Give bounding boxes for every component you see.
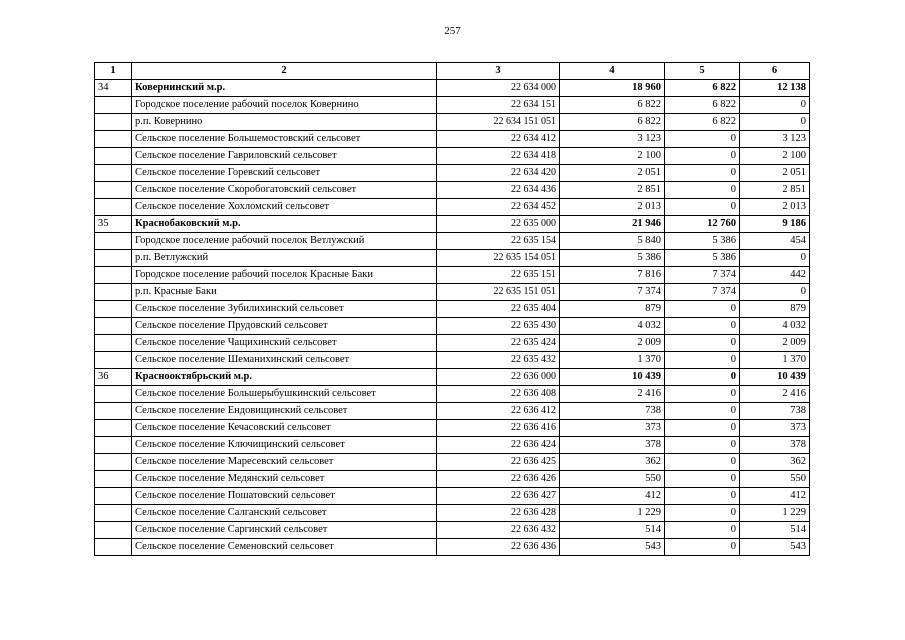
- table-row: [95, 352, 810, 369]
- cell-col5: 7 374: [665, 267, 740, 284]
- table-row: [95, 539, 810, 556]
- cell-col5: 0: [665, 488, 740, 505]
- cell-code: 22 636 432: [437, 522, 560, 539]
- cell-number: 34: [95, 80, 132, 97]
- cell-name: Сельское поселение Ключищинский сельсовет: [132, 437, 437, 454]
- cell-number: [95, 114, 132, 131]
- cell-name: Сельское поселение Кечасовский сельсовет: [132, 420, 437, 437]
- cell-col6: 378: [740, 437, 810, 454]
- cell-number: [95, 505, 132, 522]
- cell-col6: 362: [740, 454, 810, 471]
- table-row: [95, 250, 810, 267]
- cell-code: 22 636 412: [437, 403, 560, 420]
- cell-col4: 2 051: [560, 165, 665, 182]
- header-row: [95, 63, 810, 80]
- cell-number: [95, 403, 132, 420]
- cell-col4: 373: [560, 420, 665, 437]
- cell-name: Городское поселение рабочий поселок Красные Баки: [132, 267, 437, 284]
- column-header-4: 4: [560, 63, 665, 80]
- cell-col4: 6 822: [560, 114, 665, 131]
- cell-col4: 7 816: [560, 267, 665, 284]
- cell-name: Сельское поселение Большерыбушкинский сельсовет: [132, 386, 437, 403]
- cell-col4: 362: [560, 454, 665, 471]
- table-row: [95, 454, 810, 471]
- cell-code: 22 635 151: [437, 267, 560, 284]
- cell-col6: 12 138: [740, 80, 810, 97]
- cell-col6: 0: [740, 250, 810, 267]
- cell-code: 22 636 416: [437, 420, 560, 437]
- table-row: [95, 505, 810, 522]
- cell-name: р.п. Ковернино: [132, 114, 437, 131]
- cell-col5: 0: [665, 182, 740, 199]
- cell-col6: 2 013: [740, 199, 810, 216]
- cell-code: 22 634 412: [437, 131, 560, 148]
- cell-code: 22 635 151 051: [437, 284, 560, 301]
- cell-number: [95, 454, 132, 471]
- cell-name: р.п. Ветлужский: [132, 250, 437, 267]
- cell-code: 22 634 452: [437, 199, 560, 216]
- cell-col5: 6 822: [665, 80, 740, 97]
- cell-col5: 0: [665, 131, 740, 148]
- cell-code: 22 634 151 051: [437, 114, 560, 131]
- cell-number: [95, 182, 132, 199]
- cell-code: 22 636 408: [437, 386, 560, 403]
- cell-number: [95, 386, 132, 403]
- column-header-6: 6: [740, 63, 810, 80]
- column-header-1: 1: [95, 63, 132, 80]
- table-row: [95, 488, 810, 505]
- cell-col4: 18 960: [560, 80, 665, 97]
- cell-code: 22 636 424: [437, 437, 560, 454]
- table-row: [95, 233, 810, 250]
- cell-col6: 3 123: [740, 131, 810, 148]
- cell-col6: 2 851: [740, 182, 810, 199]
- cell-col4: 514: [560, 522, 665, 539]
- cell-number: [95, 318, 132, 335]
- cell-code: 22 636 000: [437, 369, 560, 386]
- cell-name: Ковернинский м.р.: [132, 80, 437, 97]
- cell-col4: 2 416: [560, 386, 665, 403]
- cell-col5: 5 386: [665, 233, 740, 250]
- cell-col5: 5 386: [665, 250, 740, 267]
- cell-number: [95, 284, 132, 301]
- cell-code: 22 635 154: [437, 233, 560, 250]
- cell-col4: 1 229: [560, 505, 665, 522]
- cell-col4: 378: [560, 437, 665, 454]
- cell-col6: 879: [740, 301, 810, 318]
- cell-col4: 2 100: [560, 148, 665, 165]
- cell-col6: 543: [740, 539, 810, 556]
- cell-col4: 2 851: [560, 182, 665, 199]
- cell-col4: 3 123: [560, 131, 665, 148]
- cell-col5: 6 822: [665, 97, 740, 114]
- cell-col6: 454: [740, 233, 810, 250]
- cell-number: 35: [95, 216, 132, 233]
- cell-col5: 0: [665, 437, 740, 454]
- cell-col6: 2 009: [740, 335, 810, 352]
- cell-code: 22 636 427: [437, 488, 560, 505]
- cell-col4: 879: [560, 301, 665, 318]
- cell-col5: 0: [665, 318, 740, 335]
- cell-col6: 0: [740, 97, 810, 114]
- cell-code: 22 636 428: [437, 505, 560, 522]
- cell-col4: 1 370: [560, 352, 665, 369]
- cell-col4: 10 439: [560, 369, 665, 386]
- table-body: [95, 80, 810, 556]
- table-row: [95, 335, 810, 352]
- cell-name: Сельское поселение Саргинский сельсовет: [132, 522, 437, 539]
- cell-name: Городское поселение рабочий поселок Ковернино: [132, 97, 437, 114]
- cell-number: [95, 148, 132, 165]
- cell-name: Краснооктябрьский м.р.: [132, 369, 437, 386]
- cell-col5: 0: [665, 420, 740, 437]
- table-row: [95, 437, 810, 454]
- cell-name: Сельское поселение Медянский сельсовет: [132, 471, 437, 488]
- cell-name: р.п. Красные Баки: [132, 284, 437, 301]
- cell-col5: 0: [665, 403, 740, 420]
- cell-name: Сельское поселение Пошатовский сельсовет: [132, 488, 437, 505]
- cell-number: [95, 437, 132, 454]
- cell-code: 22 634 151: [437, 97, 560, 114]
- table-row: [95, 403, 810, 420]
- cell-number: [95, 488, 132, 505]
- table-row: [95, 267, 810, 284]
- table-row: [95, 522, 810, 539]
- table-row: [95, 386, 810, 403]
- cell-col6: 0: [740, 114, 810, 131]
- cell-col6: 0: [740, 284, 810, 301]
- cell-name: Сельское поселение Ендовищинский сельсовет: [132, 403, 437, 420]
- cell-code: 22 634 000: [437, 80, 560, 97]
- cell-code: 22 634 418: [437, 148, 560, 165]
- cell-col5: 0: [665, 352, 740, 369]
- table-row: [95, 165, 810, 182]
- cell-code: 22 636 436: [437, 539, 560, 556]
- cell-col6: 2 416: [740, 386, 810, 403]
- table-row: [95, 114, 810, 131]
- cell-name: Сельское поселение Прудовский сельсовет: [132, 318, 437, 335]
- cell-col5: 0: [665, 369, 740, 386]
- cell-number: [95, 522, 132, 539]
- cell-col4: 2 013: [560, 199, 665, 216]
- cell-number: [95, 301, 132, 318]
- cell-col5: 0: [665, 386, 740, 403]
- cell-code: 22 634 436: [437, 182, 560, 199]
- cell-col4: 412: [560, 488, 665, 505]
- cell-name: Сельское поселение Чащихинский сельсовет: [132, 335, 437, 352]
- cell-number: [95, 131, 132, 148]
- cell-col4: 550: [560, 471, 665, 488]
- cell-number: [95, 420, 132, 437]
- cell-col5: 0: [665, 165, 740, 182]
- cell-number: [95, 250, 132, 267]
- table-row: [95, 369, 810, 386]
- cell-col6: 442: [740, 267, 810, 284]
- cell-col6: 2 100: [740, 148, 810, 165]
- table-row: [95, 131, 810, 148]
- cell-col5: 0: [665, 539, 740, 556]
- cell-name: Сельское поселение Семеновский сельсовет: [132, 539, 437, 556]
- cell-number: [95, 352, 132, 369]
- cell-name: Краснобаковский м.р.: [132, 216, 437, 233]
- cell-number: [95, 335, 132, 352]
- cell-col5: 0: [665, 335, 740, 352]
- cell-code: 22 635 432: [437, 352, 560, 369]
- cell-name: Сельское поселение Зубилихинский сельсовет: [132, 301, 437, 318]
- table-row: [95, 284, 810, 301]
- cell-code: 22 635 424: [437, 335, 560, 352]
- cell-col6: 4 032: [740, 318, 810, 335]
- column-header-3: 3: [437, 63, 560, 80]
- cell-col4: 4 032: [560, 318, 665, 335]
- cell-col5: 0: [665, 148, 740, 165]
- cell-col5: 0: [665, 199, 740, 216]
- table-row: [95, 420, 810, 437]
- cell-code: 22 635 404: [437, 301, 560, 318]
- page-number: 257: [444, 25, 461, 37]
- table-row: [95, 148, 810, 165]
- cell-number: [95, 165, 132, 182]
- cell-number: [95, 471, 132, 488]
- table-row: [95, 97, 810, 114]
- table-row: [95, 318, 810, 335]
- cell-col5: 0: [665, 471, 740, 488]
- cell-col5: 0: [665, 301, 740, 318]
- cell-col4: 6 822: [560, 97, 665, 114]
- cell-number: [95, 267, 132, 284]
- cell-col6: 514: [740, 522, 810, 539]
- cell-name: Сельское поселение Маресевский сельсовет: [132, 454, 437, 471]
- cell-code: 22 634 420: [437, 165, 560, 182]
- cell-name: Городское поселение рабочий поселок Ветлужский: [132, 233, 437, 250]
- table-row: [95, 301, 810, 318]
- cell-col5: 7 374: [665, 284, 740, 301]
- column-header-5: 5: [665, 63, 740, 80]
- cell-code: 22 635 430: [437, 318, 560, 335]
- cell-col4: 738: [560, 403, 665, 420]
- cell-name: Сельское поселение Хохломский сельсовет: [132, 199, 437, 216]
- cell-col5: 0: [665, 505, 740, 522]
- cell-col6: 9 186: [740, 216, 810, 233]
- cell-col6: 738: [740, 403, 810, 420]
- cell-code: 22 636 426: [437, 471, 560, 488]
- cell-col6: 2 051: [740, 165, 810, 182]
- cell-number: [95, 233, 132, 250]
- table-row: [95, 216, 810, 233]
- cell-col4: 21 946: [560, 216, 665, 233]
- cell-col6: 1 370: [740, 352, 810, 369]
- cell-col6: 10 439: [740, 369, 810, 386]
- cell-col5: 0: [665, 522, 740, 539]
- cell-col4: 5 386: [560, 250, 665, 267]
- cell-code: 22 635 000: [437, 216, 560, 233]
- table-row: [95, 80, 810, 97]
- cell-col4: 543: [560, 539, 665, 556]
- cell-col5: 0: [665, 454, 740, 471]
- data-table: [94, 62, 810, 556]
- table-row: [95, 471, 810, 488]
- cell-col5: 12 760: [665, 216, 740, 233]
- cell-name: Сельское поселение Шеманихинский сельсовет: [132, 352, 437, 369]
- cell-col4: 7 374: [560, 284, 665, 301]
- cell-col5: 6 822: [665, 114, 740, 131]
- cell-number: 36: [95, 369, 132, 386]
- cell-code: 22 636 425: [437, 454, 560, 471]
- table-row: [95, 182, 810, 199]
- cell-col6: 550: [740, 471, 810, 488]
- cell-col4: 5 840: [560, 233, 665, 250]
- cell-col4: 2 009: [560, 335, 665, 352]
- cell-code: 22 635 154 051: [437, 250, 560, 267]
- cell-name: Сельское поселение Салганский сельсовет: [132, 505, 437, 522]
- cell-number: [95, 199, 132, 216]
- cell-name: Сельское поселение Большемостовский сельсовет: [132, 131, 437, 148]
- cell-name: Сельское поселение Гавриловский сельсовет: [132, 148, 437, 165]
- cell-name: Сельское поселение Горевский сельсовет: [132, 165, 437, 182]
- cell-col6: 412: [740, 488, 810, 505]
- table-row: [95, 199, 810, 216]
- column-header-2: 2: [132, 63, 437, 80]
- cell-name: Сельское поселение Скоробогатовский сельсовет: [132, 182, 437, 199]
- cell-number: [95, 97, 132, 114]
- cell-number: [95, 539, 132, 556]
- cell-col6: 373: [740, 420, 810, 437]
- cell-col6: 1 229: [740, 505, 810, 522]
